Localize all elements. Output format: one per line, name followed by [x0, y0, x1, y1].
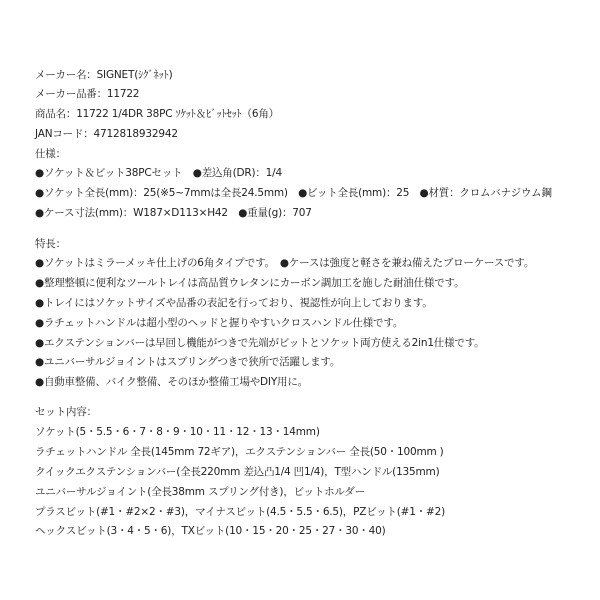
set-contents-line: ヘックスビット(3・4・5・6)，TXビット(10・15・20・25・27・30・40) [35, 525, 386, 537]
set-contents-line: クイックエクステンションバー(全長220mm 差込凸1/4 凹1/4)，T型ハンドル(135mm) [35, 466, 440, 478]
maker-line: メーカー名：SIGNET(ｼｸﾞﾈｯﾄ) [35, 69, 173, 81]
set-contents-line: ユニバーサルジョイント(全長38mm スプリング付き)，ビットホルダー [35, 486, 365, 498]
set-contents-line: ソケット(5・5.5・6・7・8・9・10・11・12・13・14mm) [35, 426, 320, 438]
product-name-line: 商品名：11722 1/4DR 38PC ｿｹｯﾄ＆ﾋﾞｯﾄｾｯﾄ（6角） [35, 108, 279, 120]
jan-code-line: JANコード：4712818932942 [35, 128, 178, 140]
feature-line: ●自動車整備、バイク整備、そのほか整備工場やDIY用に。 [35, 376, 308, 388]
feature-line: ●エクステンションバーは早回し機能がつきで先端がビットとソケット両方使える2in1仕様です。 [35, 337, 485, 349]
spec-line: ●ソケット全長(mm)：25(※5~7mmは全長24.5mm) ●ビット全長(mm)：25 ●材質：クロムバナジウム鋼 [35, 187, 552, 199]
spec-line: ●ソケット＆ビット38PCセット ●差込角(DR)：1/4 [35, 167, 282, 179]
set-contents-heading: セット内容： [35, 406, 97, 418]
maker-part-number-line: メーカー品番：11722 [35, 88, 140, 100]
set-contents-line: ラチェットハンドル 全長(145mm 72ギア)，エクステンションバー 全長(50・100mm ) [35, 446, 444, 458]
feature-line: ●整理整頓に便利なツールトレイは高品質ウレタンにカーボン調加工を施した耐油仕様です。 [35, 277, 465, 289]
set-contents-line: プラスビット(#1・#2×2・#3)，マイナスビット(4.5・5.5・6.5)，PZビット(#1・#2) [35, 506, 445, 518]
features-heading: 特長： [35, 238, 66, 250]
feature-line: ●ラチェットハンドルは超小型のヘッドと握りやすいクロスハンドル仕様です。 [35, 317, 404, 329]
feature-line: ●トレイにはソケットサイズや品番の表記を行っており、視認性が向上しております。 [35, 297, 433, 309]
spec-line: ●ケース寸法(mm)：W187×D113×H42 ●重量(g)：707 [35, 207, 312, 219]
feature-line: ●ユニバーサルジョイントはスプリングつきで狭所で活躍します。 [35, 356, 341, 368]
spec-heading: 仕様： [35, 148, 66, 160]
feature-line: ●ソケットはミラーメッキ仕上げの6角タイプです。 ●ケースは強度と軽さを兼ね備えたブローケースです。 [35, 257, 535, 269]
